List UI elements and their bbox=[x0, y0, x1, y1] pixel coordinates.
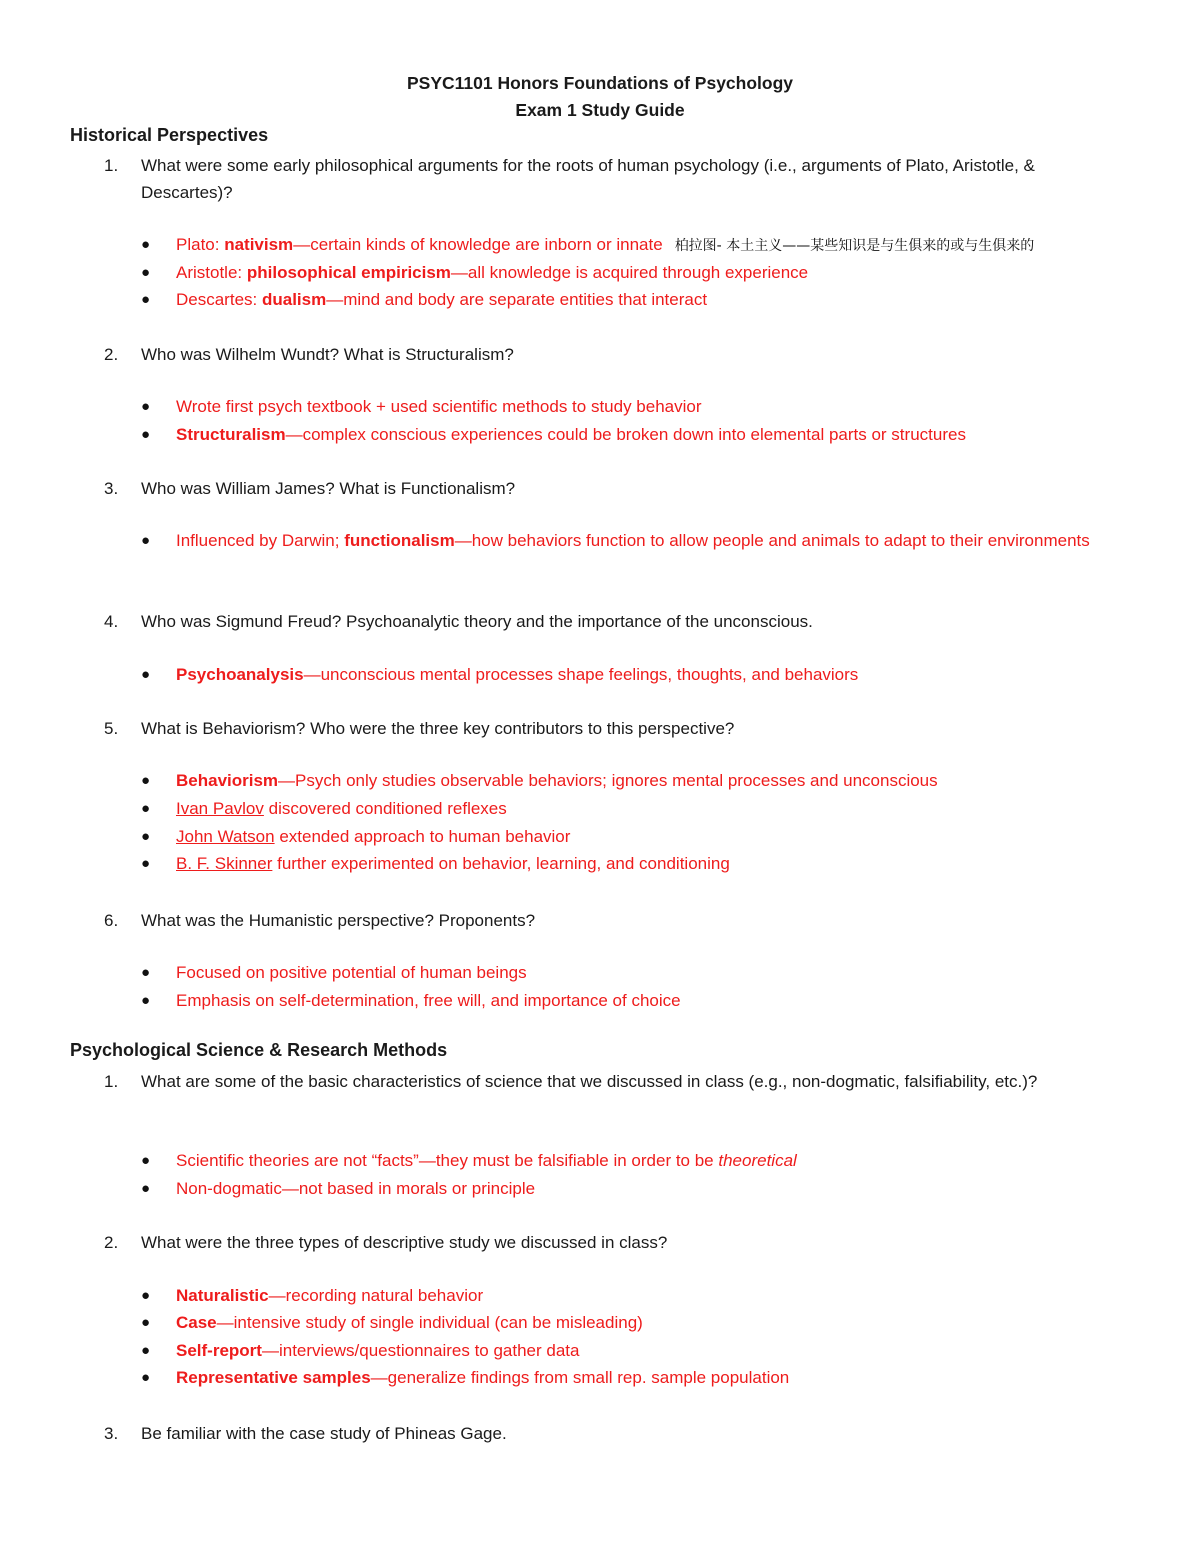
answer-prefix: Influenced by Darwin; bbox=[176, 531, 345, 550]
bullet-icon: ● bbox=[141, 264, 151, 281]
bullet-icon: ● bbox=[141, 532, 151, 549]
answer-definition: —complex conscious experiences could be broken down into elemental parts or structures bbox=[285, 425, 966, 444]
answer-bullet bbox=[141, 767, 1141, 795]
answer-keyword: functionalism bbox=[344, 531, 455, 550]
answer-text bbox=[176, 1364, 1141, 1392]
answer-prefix: Aristotle: bbox=[176, 263, 247, 282]
answer-text bbox=[176, 1309, 1141, 1337]
question-item bbox=[104, 608, 1104, 635]
bullet-icon: ● bbox=[141, 1342, 151, 1359]
answer-bullet bbox=[141, 661, 1141, 689]
question-item bbox=[104, 475, 1104, 502]
answer-keyword: Structuralism bbox=[176, 425, 286, 444]
document-subtitle: Exam 1 Study Guide bbox=[515, 100, 685, 120]
answer-bullet bbox=[141, 1282, 1141, 1310]
bullet-icon: ● bbox=[141, 1287, 151, 1304]
answer-bullet bbox=[141, 231, 1141, 260]
question-text: What were the three types of descriptive study we discussed in class? bbox=[141, 1233, 668, 1252]
bullet-icon: ● bbox=[141, 1180, 151, 1197]
answer-text bbox=[176, 286, 1141, 314]
question-text: Who was Sigmund Freud? Psychoanalytic theory and the importance of the unconscious. bbox=[141, 612, 813, 631]
answer-bullet bbox=[141, 1147, 1141, 1175]
answer-definition: —certain kinds of knowledge are inborn or innate bbox=[293, 235, 663, 254]
answer-text bbox=[176, 823, 1141, 851]
answer-prefix: Scientific theories are not “facts”—they must be falsifiable in order to be bbox=[176, 1151, 719, 1170]
answer-bullet bbox=[141, 286, 1141, 314]
answer-definition: —unconscious mental processes shape feelings, thoughts, and behaviors bbox=[303, 665, 859, 684]
answer-definition: —how behaviors function to allow people and animals to adapt to their environments bbox=[454, 531, 1090, 550]
question-text: Be familiar with the case study of Phineas Gage. bbox=[141, 1424, 507, 1443]
question-number: 1. bbox=[104, 156, 119, 175]
answer-prefix: Non-dogmatic—not based in morals or principle bbox=[176, 1179, 536, 1198]
answer-keyword: Self-report bbox=[176, 1341, 262, 1360]
answer-bullet bbox=[141, 1364, 1141, 1392]
answer-keyword: Representative samples bbox=[176, 1368, 371, 1387]
answer-name: Ivan Pavlov bbox=[176, 799, 264, 818]
answer-text bbox=[176, 527, 1141, 555]
question-item bbox=[104, 1229, 1104, 1256]
answer-bullet bbox=[141, 795, 1141, 823]
answer-text bbox=[176, 767, 1141, 795]
question-number: 3. bbox=[104, 479, 119, 498]
question-number: 3. bbox=[104, 1424, 119, 1443]
answer-definition: Emphasis on self-determination, free will, and importance of choice bbox=[176, 991, 681, 1010]
answer-definition: —Psych only studies observable behaviors; ignores mental processes and unconscious bbox=[278, 771, 938, 790]
answer-definition: —all knowledge is acquired through experience bbox=[450, 263, 809, 282]
bullet-icon: ● bbox=[141, 426, 151, 443]
answer-prefix: Descartes: bbox=[176, 290, 262, 309]
section-heading: Psychological Science & Research Methods bbox=[70, 1040, 448, 1060]
answer-text bbox=[176, 795, 1141, 823]
answer-text bbox=[176, 850, 1141, 878]
bullet-icon: ● bbox=[141, 964, 151, 981]
bullet-icon: ● bbox=[141, 1152, 151, 1169]
bullet-icon: ● bbox=[141, 772, 151, 789]
answer-bullet bbox=[141, 1337, 1141, 1365]
bullet-icon: ● bbox=[141, 1314, 151, 1331]
answer-keyword: Behaviorism bbox=[176, 771, 279, 790]
question-text: What was the Humanistic perspective? Proponents? bbox=[141, 911, 536, 930]
answer-keyword: philosophical empiricism bbox=[246, 263, 451, 282]
question-item bbox=[104, 152, 1104, 206]
answer-italic: theoretical bbox=[718, 1151, 797, 1170]
answer-keyword: nativism bbox=[224, 235, 294, 254]
answer-bullet bbox=[141, 1309, 1141, 1337]
section-heading: Historical Perspectives bbox=[70, 125, 269, 145]
answer-keyword: Naturalistic bbox=[176, 1286, 269, 1305]
question-number: 2. bbox=[104, 1233, 119, 1252]
answer-bullet bbox=[141, 393, 1141, 421]
answer-definition: —intensive study of single individual (can be misleading) bbox=[216, 1313, 643, 1332]
question-item bbox=[104, 715, 1104, 742]
question-text: Who was William James? What is Functionalism? bbox=[141, 479, 516, 498]
answer-text bbox=[176, 1337, 1141, 1365]
answer-definition: Focused on positive potential of human beings bbox=[176, 963, 527, 982]
bullet-icon: ● bbox=[141, 666, 151, 683]
answer-text bbox=[176, 959, 1141, 987]
bullet-icon: ● bbox=[141, 291, 151, 308]
question-item bbox=[104, 1068, 1104, 1095]
answer-definition: discovered conditioned reflexes bbox=[263, 799, 507, 818]
answer-text bbox=[176, 393, 1141, 421]
bullet-icon: ● bbox=[141, 992, 151, 1009]
answer-name: John Watson bbox=[176, 827, 275, 846]
answer-text bbox=[176, 661, 1141, 689]
bullet-icon: ● bbox=[141, 1369, 151, 1386]
answer-bullet bbox=[141, 527, 1141, 555]
question-text: What is Behaviorism? Who were the three key contributors to this perspective? bbox=[141, 719, 735, 738]
question-number: 6. bbox=[104, 911, 119, 930]
answer-definition: —generalize findings from small rep. sample population bbox=[370, 1368, 790, 1387]
answer-text bbox=[176, 1282, 1141, 1310]
answer-bullet bbox=[141, 259, 1141, 287]
document-title: PSYC1101 Honors Foundations of Psychology bbox=[406, 73, 794, 93]
answer-bullet bbox=[141, 959, 1141, 987]
question-text: Who was Wilhelm Wundt? What is Structuralism? bbox=[141, 345, 514, 364]
question-number: 5. bbox=[104, 719, 119, 738]
question-number: 1. bbox=[104, 1072, 119, 1091]
answer-name: B. F. Skinner bbox=[176, 854, 273, 873]
answer-bullet bbox=[141, 1175, 1141, 1203]
answer-text bbox=[176, 231, 1141, 260]
translation-note: 柏拉图- 本土主义——某些知识是与生俱来的或与生俱来的 bbox=[674, 238, 1035, 254]
question-text: What are some of the basic characteristics of science that we discussed in class (e.g., non-dogmatic, falsifiability, etc.)? bbox=[141, 1072, 1038, 1091]
answer-text bbox=[176, 1147, 1141, 1175]
bullet-icon: ● bbox=[141, 800, 151, 817]
answer-keyword: Case bbox=[176, 1313, 217, 1332]
answer-bullet bbox=[141, 987, 1141, 1015]
answer-keyword: dualism bbox=[261, 290, 327, 309]
answer-definition: —recording natural behavior bbox=[268, 1286, 484, 1305]
answer-text bbox=[176, 259, 1141, 287]
bullet-icon: ● bbox=[141, 855, 151, 872]
answer-definition: Wrote first psych textbook + used scientific methods to study behavior bbox=[176, 397, 702, 416]
answer-bullet bbox=[141, 823, 1141, 851]
question-item bbox=[104, 341, 1104, 368]
answer-definition: —interviews/questionnaires to gather data bbox=[261, 1341, 580, 1360]
answer-definition: further experimented on behavior, learning, and conditioning bbox=[272, 854, 730, 873]
bullet-icon: ● bbox=[141, 398, 151, 415]
question-text: What were some early philosophical arguments for the roots of human psychology (i.e., arguments of Plato, Aristotle, & Descartes)? bbox=[141, 156, 1035, 202]
answer-definition: extended approach to human behavior bbox=[274, 827, 571, 846]
answer-bullet bbox=[141, 421, 1141, 449]
answer-bullet bbox=[141, 850, 1141, 878]
answer-prefix: Plato: bbox=[176, 235, 225, 254]
bullet-icon: ● bbox=[141, 236, 151, 253]
question-item bbox=[104, 907, 1104, 934]
question-number: 4. bbox=[104, 612, 119, 631]
question-item bbox=[104, 1420, 1104, 1447]
answer-text bbox=[176, 421, 1141, 449]
bullet-icon: ● bbox=[141, 828, 151, 845]
answer-text bbox=[176, 987, 1141, 1015]
answer-definition: —mind and body are separate entities that interact bbox=[326, 290, 708, 309]
answer-text bbox=[176, 1175, 1141, 1203]
answer-keyword: Psychoanalysis bbox=[176, 665, 304, 684]
question-number: 2. bbox=[104, 345, 119, 364]
